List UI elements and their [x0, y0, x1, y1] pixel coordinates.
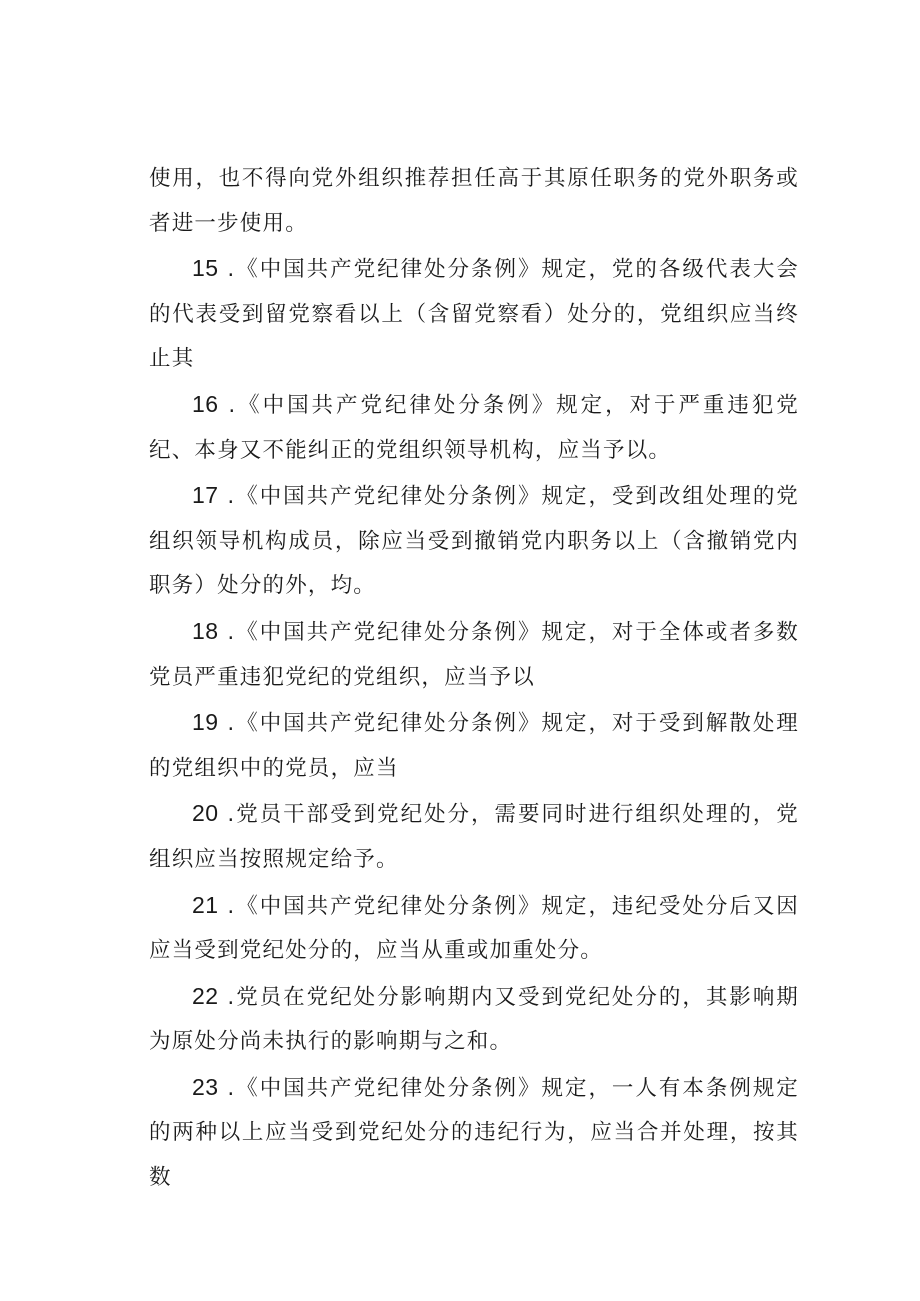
question-15 [149, 246, 799, 382]
question-number: 23 [192, 1073, 219, 1100]
question-16 [149, 382, 799, 473]
question-22 [149, 974, 799, 1065]
question-20 [149, 791, 799, 882]
question-18 [149, 609, 799, 700]
question-text: .《中国共产党纪律处分条例》规定，对于严重违犯党纪、本身又不能纠正的党组织领导机构，应当予以。 [149, 392, 799, 463]
paragraph-continuation [149, 157, 799, 246]
document-body [149, 157, 799, 1201]
question-number: 19 [192, 709, 219, 736]
question-number: 16 [192, 390, 219, 417]
paragraph-text: 使用，也不得向党外组织推荐担任高于其原任职务的党外职务或者进一步使用。 [149, 166, 799, 236]
question-number: 22 [192, 982, 219, 1009]
question-text: .党员干部受到党纪处分，需要同时进行组织处理的，党组织应当按照规定给予。 [149, 802, 799, 872]
question-text: .《中国共产党纪律处分条例》规定，一人有本条例规定的两种以上应当受到党纪处分的违纪行为，应当合并处理，按其数 [149, 1075, 799, 1191]
question-number: 17 [192, 482, 219, 509]
question-number: 18 [192, 617, 219, 644]
question-text: .《中国共产党纪律处分条例》规定，对于全体或者多数党员严重违犯党纪的党组织，应当予以 [149, 619, 799, 690]
question-17 [149, 473, 799, 609]
question-number: 20 [192, 800, 219, 827]
question-text: .《中国共产党纪律处分条例》规定，受到改组处理的党组织领导机构成员，除应当受到撤销党内职务以上（含撤销党内职务）处分的外，均。 [149, 484, 799, 599]
question-text: .党员在党纪处分影响期内又受到党纪处分的，其影响期为原处分尚未执行的影响期与之和。 [149, 984, 799, 1055]
question-number: 21 [192, 891, 219, 918]
question-text: .《中国共产党纪律处分条例》规定，党的各级代表大会的代表受到留党察看以上（含留党察看）处分的，党组织应当终止其 [149, 257, 799, 372]
question-23 [149, 1065, 799, 1201]
question-text: .《中国共产党纪律处分条例》规定，对于受到解散处理的党组织中的党员，应当 [149, 711, 799, 781]
question-19 [149, 700, 799, 791]
question-number: 15 [192, 255, 219, 282]
question-21 [149, 883, 799, 974]
question-text: .《中国共产党纪律处分条例》规定，违纪受处分后又因应当受到党纪处分的，应当从重或加重处分。 [149, 893, 799, 964]
